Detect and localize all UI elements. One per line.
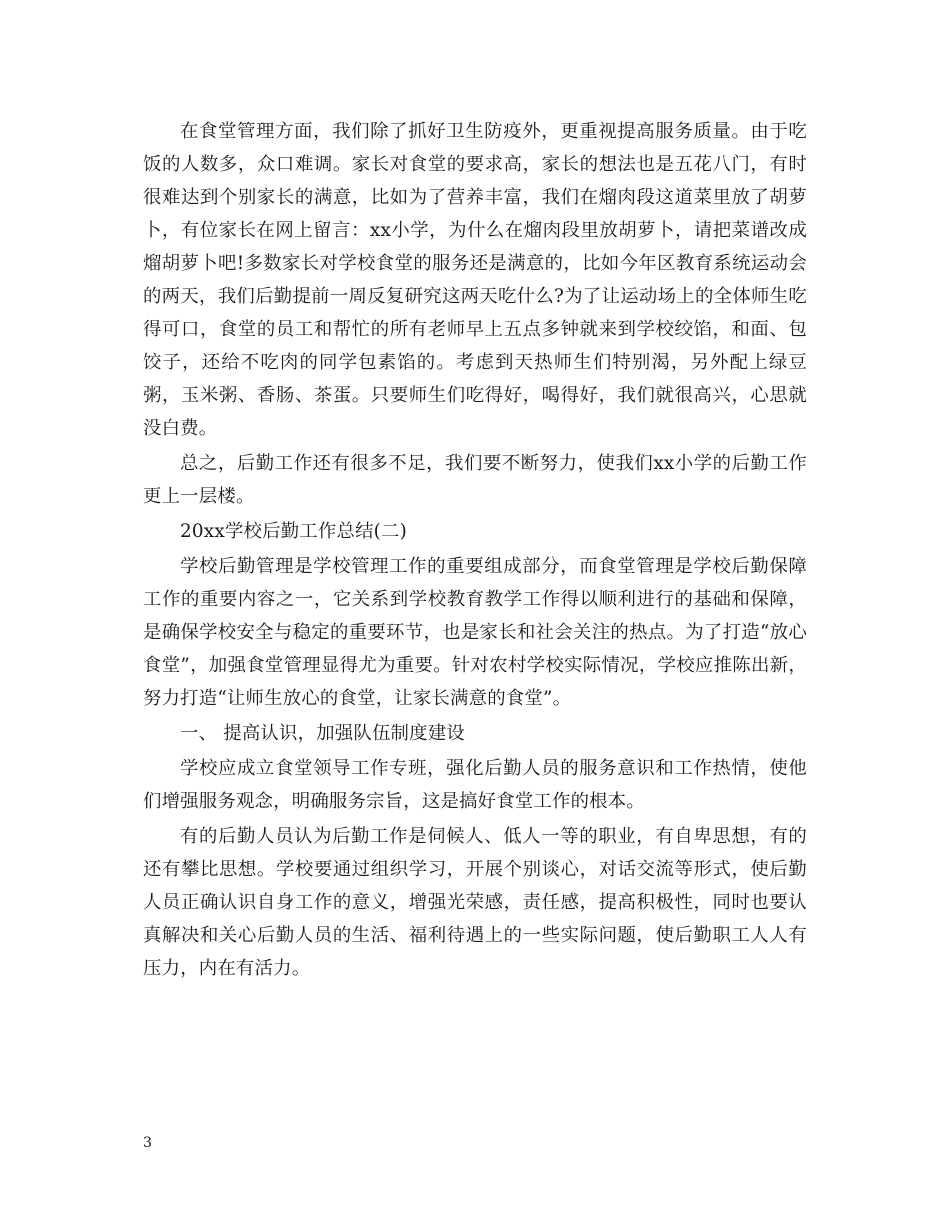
section-title: 20xx学校后勤工作总结(二) (180, 521, 408, 542)
paragraph-staff-attitude: 有的后勤人员认为后勤工作是伺候人、低人一等的职业，有自卑思想，有的还有攀比思想。学校要通过组织学习，开展个别谈心，对话交流等形式，使后勤人员正确认识自身工作的意义，增强光荣感，责任感，提高积极性，同时也要认真解决和关心后勤人员的生活、福利待遇上的一些实际问题，使后勤职工人人有压力，内在有活力。 (143, 826, 807, 979)
subsection-heading: 一、 提高认识，加强队伍制度建设 (180, 723, 465, 744)
paragraph-conclusion: 总之，后勤工作还有很多不足，我们要不断努力，使我们xx小学的后勤工作更上一层楼。 (143, 453, 807, 507)
paragraph-logistics-intro: 学校后勤管理是学校管理工作的重要组成部分，而食堂管理是学校后勤保障工作的重要内容之一，它关系到学校教育教学工作得以顺利进行的基础和保障，是确保学校安全与稳定的重要环节，也是家长和社会关注的热点。为了打造“放心食堂”，加强食堂管理显得尤为重要。针对农村学校实际情况，学校应推陈出新，努力打造“让师生放心的食堂，让家长满意的食堂”。 (143, 556, 807, 709)
paragraph-canteen-team: 学校应成立食堂领导工作专班，强化后勤人员的服务意识和工作热情，使他们增强服务观念，明确服务宗旨，这是搞好食堂工作的根本。 (143, 758, 807, 812)
paragraph-canteen-management: 在食堂管理方面，我们除了抓好卫生防疫外，更重视提高服务质量。由于吃饭的人数多，众口难调。家长对食堂的要求高，家长的想法也是五花八门，有时很难达到个别家长的满意，比如为了营养丰富，我们在熘肉段这道菜里放了胡萝卜，有位家长在网上留言：xx小学，为什么在熘肉段里放胡萝卜，请把菜谱改成熘胡萝卜吧!多数家长对学校食堂的服务还是满意的，比如今年区教育系统运动会的两天，我们后勤提前一周反复研究这两天吃什么?为了让运动场上的全体师生吃得可口，食堂的员工和帮忙的所有老师早上五点多钟就来到学校绞馅，和面、包饺子，还给不吃肉的同学包素馅的。考虑到天热师生们特别渴，另外配上绿豆粥，玉米粥、香肠、茶蛋。只要师生们吃得好，喝得好，我们就很高兴，心思就没白费。 (143, 121, 807, 439)
page-number: 3 (143, 1135, 152, 1151)
document-body (143, 115, 807, 987)
